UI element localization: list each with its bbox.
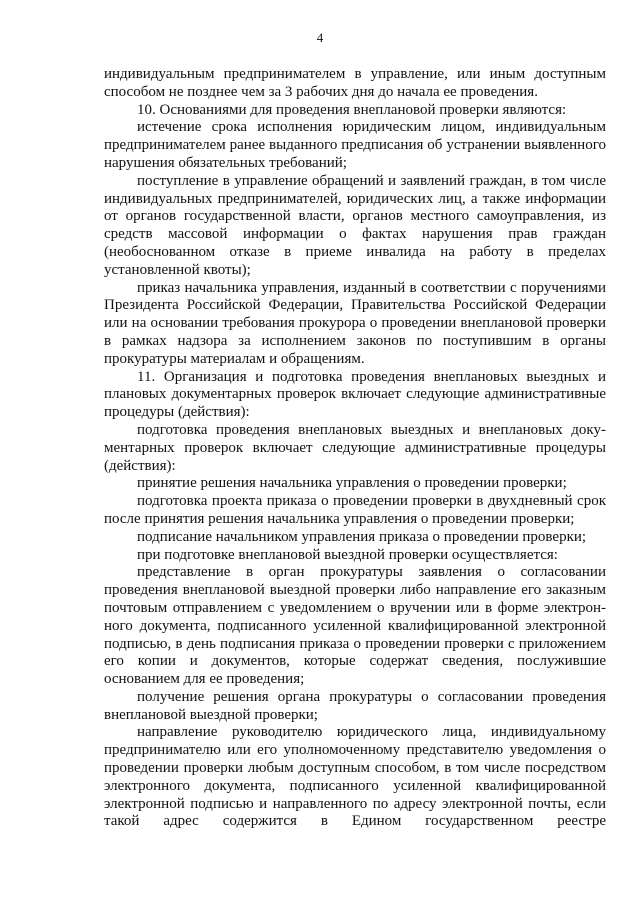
paragraph-decision: принятие решения начальника управления о проведении проверки; bbox=[137, 475, 567, 492]
paragraph-ground-prescription-expiry: истечение срока исполнения юридическим лицом, индивидуальным предпринимателем ранее выданного предписания об устранении выявленного нарушения обязательных требований; bbox=[104, 119, 606, 171]
paragraph-prosecutor-decision: получение решения органа прокуратуры о согласовании проведения внеплановой выездной проверки; bbox=[104, 688, 606, 723]
paragraph-signing-order: подписание начальником управления приказа о проведении проверки; bbox=[137, 528, 587, 545]
paragraph-preparation-procedures: подготовка проведения внеплановых выездных и внеплановых документарных проверок включает следующие административные процедуры (действия): bbox=[104, 421, 606, 474]
paragraph-prosecutor-application: представление в орган прокуратуры заявления о согласовании проведения внеплановой выездной проверки либо направление его заказным почтовым отправлением с уведомлением о вручении или в форме электронного документа, подписанного усиленной квалифицированной электронной подписью, в день подписания приказа о проведении проверки с приложением его копии и документов, которые содержат сведения, послужившие основанием для ее проведения; bbox=[104, 564, 606, 688]
paragraph-ground-citizen-appeals: поступление в управление обращений и заявлений граждан, в том числе индивидуальных предпринимателей, юридических лиц, а также информации от органов государственной власти, органов местного самоуправления, из средств массовой информации о фактах нарушения прав граждан (необоснованном отказе в приеме инвалида на работу в пределах установленной квоты); bbox=[104, 172, 606, 278]
paragraph-onsite-preparation: при подготовке внеплановой выездной проверки осуществляется: bbox=[137, 546, 558, 563]
document-body bbox=[104, 66, 606, 831]
paragraph-ground-head-order: приказ начальника управления, изданный в соответствии с поручениями Президента Российской Федерации, Правительства Российской Федерации или на основании требования прокурора о проведении внеплановой проверки в рамках надзора за исполнением законов по поступившим в органы прокуратуры материалам и обращениям. bbox=[104, 279, 606, 367]
paragraph-section-10: 10. Основаниями для проведения внеплановой проверки являются: bbox=[137, 101, 567, 118]
paragraph-notification: направление руководителю юридического лица, индивидуальному предпринимателю или его уполномоченному представителю уведомления о проведении проверки любым доступным способом, в том числе посредством электронного документа, подписанного усиленной квалифицированной электронной подписью и направленного по адресу электронной почты, если такой адрес содержится в Едином государственном реестре bbox=[104, 724, 606, 830]
paragraph-section-11: 11. Организация и подготовка проведения внеплановых выездных и плановых документарных проверок включает следующие административные процедуры (действия): bbox=[104, 368, 606, 421]
page-number: 4 bbox=[316, 30, 324, 45]
paragraph-continuation: индивидуальным предпринимателем в управление, или иным доступным способом не позднее чем за 3 рабочих дня до начала ее проведения. bbox=[104, 66, 606, 100]
paragraph-draft-order: подготовка проекта приказа о проведении проверки в двухдневный срок после принятия решения начальника управления о проведении проверки; bbox=[104, 493, 606, 527]
